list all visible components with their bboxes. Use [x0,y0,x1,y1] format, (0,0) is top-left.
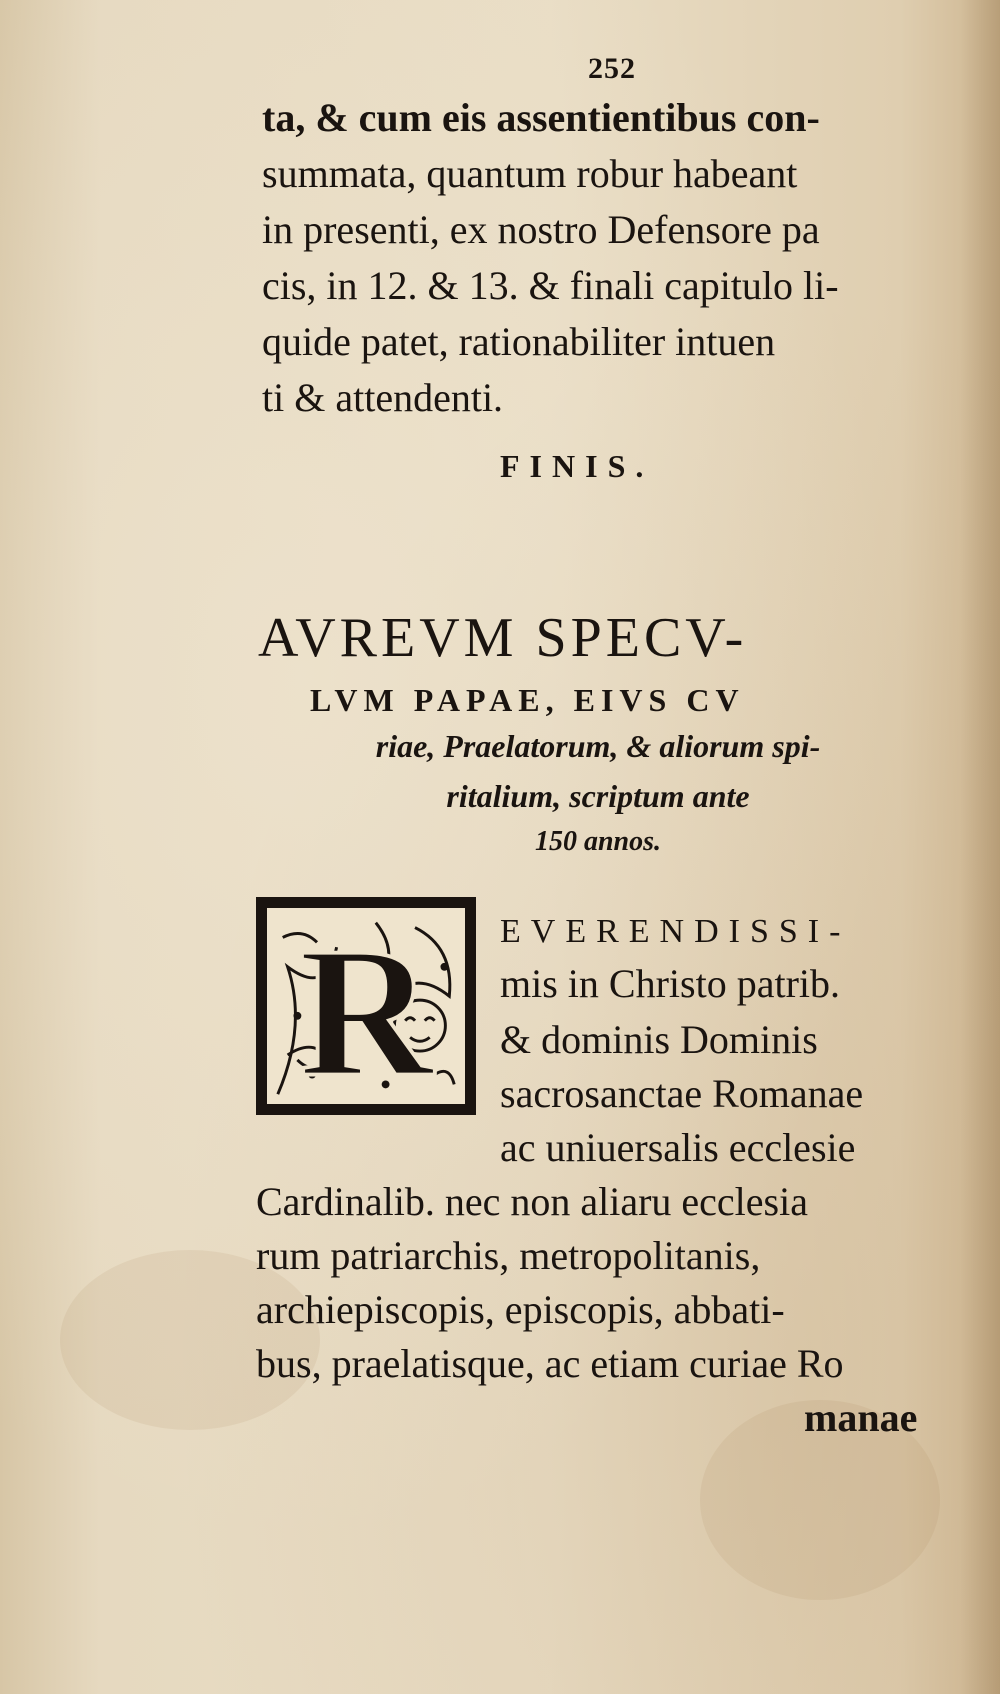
decorated-initial [256,897,476,1115]
finis-heading: FINIS. [500,448,654,484]
woodcut-ornament-icon [267,908,465,1104]
text-line: quide patet, rationabiliter intuen [262,319,776,364]
initial-letter: R [298,909,434,1104]
body-line: rum patriarchis, metropolitanis, [256,1233,761,1278]
subtitle-line-2: ritalium, scriptum ante [446,778,750,814]
body-line: sacrosanctae Romanae [500,1071,864,1116]
page-number: 252 [588,52,636,85]
text-line: cis, in 12. & 13. & finali capitulo li- [262,263,839,308]
body-line: mis in Christo patrib. [500,961,840,1006]
woodcut-ornament [267,908,465,1104]
body-line: bus, praelatisque, ac etiam curiae Ro [256,1341,844,1386]
body-line: Cardinalib. nec non aliaru ecclesia [256,1179,808,1224]
text-line: ti & attendenti. [262,375,504,420]
body-line: EVERENDISSI- [500,913,851,950]
text-line: ta, & cum eis assentientibus con- [262,95,820,140]
body-line: archiepiscopis, episcopis, abbati- [256,1287,785,1332]
title-line-2: LVM PAPAE, EIVS CV [310,682,745,718]
page-edge-shadow [960,0,1000,1694]
subtitle-line-3: 150 annos. [534,826,662,857]
text-line: summata, quantum robur habeant [262,151,798,196]
title-line-1: AVREVM SPECV- [258,607,748,669]
body-line: ac uniuersalis ecclesie [500,1125,856,1170]
body-line: & dominis Dominis [500,1017,818,1062]
continuation-paragraph [262,90,942,426]
text-line: in presenti, ex nostro Defensore pa [262,207,820,252]
subtitle-line-1: riae, Praelatorum, & aliorum spi- [375,728,821,764]
catchword: manae [804,1395,918,1440]
